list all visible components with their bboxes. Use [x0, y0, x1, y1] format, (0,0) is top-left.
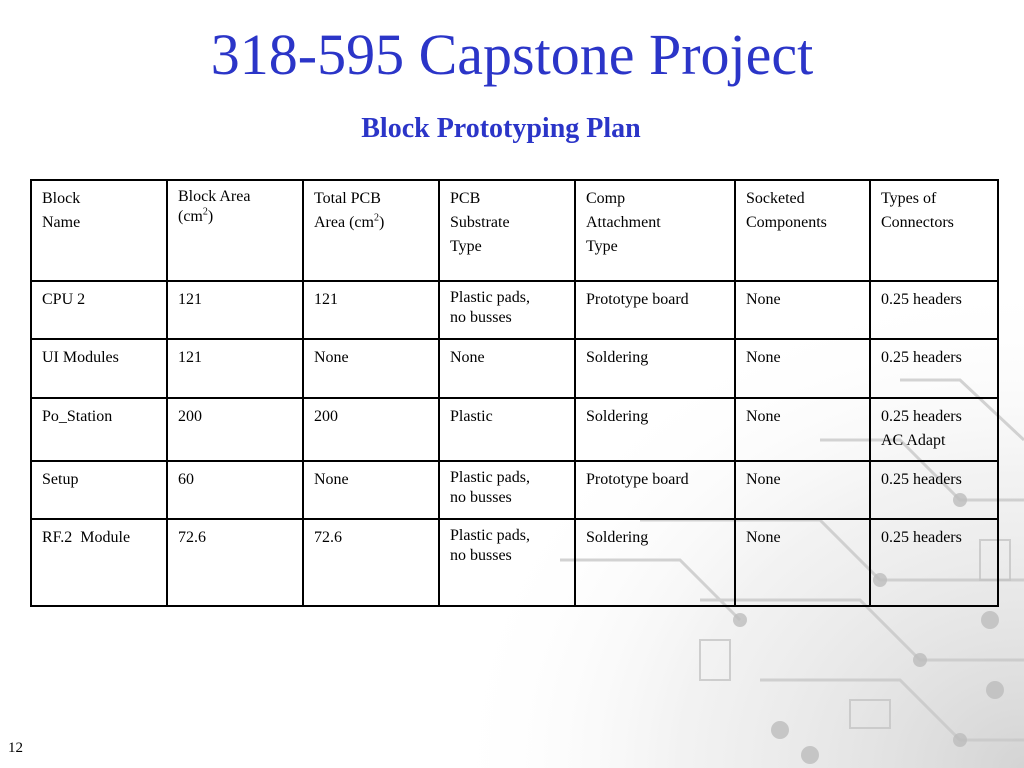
- cell-block-area: 121: [167, 339, 303, 398]
- header-block-area: Block Area $(cm^2)$: [167, 180, 303, 281]
- table-row: [31, 519, 998, 606]
- cell-socketed-components: None: [735, 339, 870, 398]
- cell-total-pcb-area: 72.6: [303, 519, 439, 606]
- slide-subtitle: Block Prototyping Plan: [361, 113, 641, 144]
- header-pcb-substrate-type: PCB Substrate Type: [439, 180, 575, 281]
- cell-socketed-components: None: [735, 519, 870, 606]
- cell-pcb-substrate-type: Plastic pads, no busses: [439, 519, 575, 606]
- cell-socketed-components: None: [735, 461, 870, 519]
- table-row: [31, 281, 998, 339]
- table-row: [31, 339, 998, 398]
- page-number: 12: [8, 740, 23, 756]
- cell-types-of-connectors: 0.25 headers: [870, 281, 998, 339]
- cell-block-name: RF.2 Module: [31, 519, 167, 606]
- cell-total-pcb-area: None: [303, 339, 439, 398]
- cell-pcb-substrate-type: Plastic pads, no busses: [439, 461, 575, 519]
- table-row: [31, 398, 998, 461]
- cell-comp-attachment-type: Soldering: [575, 398, 735, 461]
- cell-total-pcb-area: None: [303, 461, 439, 519]
- cell-block-area: 60: [167, 461, 303, 519]
- cell-types-of-connectors: 0.25 headers: [870, 339, 998, 398]
- cell-pcb-substrate-type: None: [439, 339, 575, 398]
- cell-block-area: 200: [167, 398, 303, 461]
- table-header-row: [31, 180, 998, 281]
- cell-block-area: 121: [167, 281, 303, 339]
- slide-title: 318-595 Capstone Project: [210, 22, 814, 87]
- cell-comp-attachment-type: Prototype board: [575, 281, 735, 339]
- cell-socketed-components: None: [735, 398, 870, 461]
- header-block-name: Block Name: [31, 180, 167, 281]
- cell-block-name: UI Modules: [31, 339, 167, 398]
- cell-comp-attachment-type: Soldering: [575, 519, 735, 606]
- cell-block-name: Setup: [31, 461, 167, 519]
- cell-comp-attachment-type: Prototype board: [575, 461, 735, 519]
- cell-block-name: CPU 2: [31, 281, 167, 339]
- table-row: [31, 461, 998, 519]
- header-total-pcb-area: Total PCB Area $(cm^2)$: [303, 180, 439, 281]
- cell-types-of-connectors: 0.25 headers: [870, 519, 998, 606]
- cell-total-pcb-area: 200: [303, 398, 439, 461]
- header-comp-attachment-type: Comp Attachment Type: [575, 180, 735, 281]
- header-types-of-connectors: Types of Connectors: [870, 180, 998, 281]
- cell-types-of-connectors: 0.25 headers: [870, 461, 998, 519]
- cell-comp-attachment-type: Soldering: [575, 339, 735, 398]
- cell-total-pcb-area: 121: [303, 281, 439, 339]
- cell-types-of-connectors: 0.25 headers AC Adapt: [870, 398, 998, 461]
- cell-block-area: 72.6: [167, 519, 303, 606]
- cell-pcb-substrate-type: Plastic pads, no busses: [439, 281, 575, 339]
- cell-block-name: Po_Station: [31, 398, 167, 461]
- prototyping-plan-table: [30, 179, 999, 607]
- header-socketed-components: Socketed Components: [735, 180, 870, 281]
- cell-socketed-components: None: [735, 281, 870, 339]
- cell-pcb-substrate-type: Plastic: [439, 398, 575, 461]
